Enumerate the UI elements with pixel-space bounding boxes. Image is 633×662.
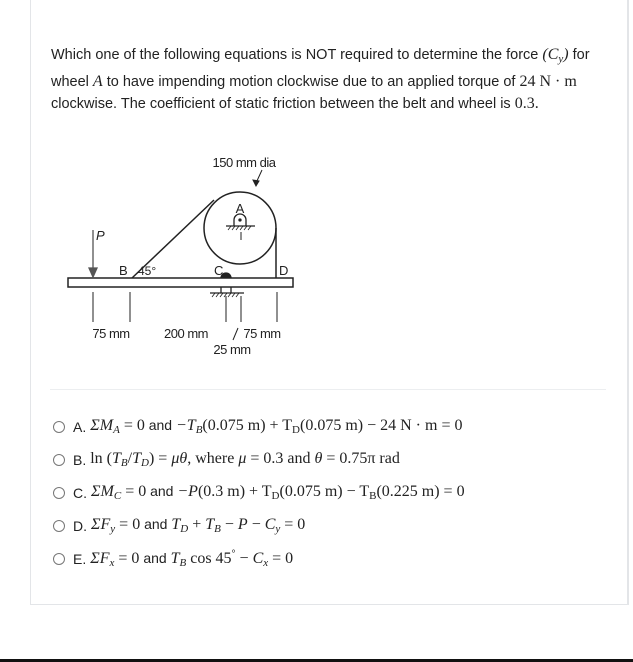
- math-segment: D: [292, 424, 300, 436]
- math-segment: y: [275, 523, 281, 535]
- math-segment: , where: [187, 450, 239, 467]
- option-d[interactable]: [53, 509, 465, 542]
- label-b: B: [119, 263, 128, 278]
- text-segment: and: [140, 516, 172, 532]
- option-a[interactable]: [53, 410, 465, 443]
- math-segment: +: [188, 516, 206, 533]
- dim-75-left: 75 mm: [92, 326, 130, 341]
- math-segment: B: [195, 424, 203, 436]
- math-segment: −T: [175, 417, 196, 434]
- math-segment: ) =: [148, 450, 172, 467]
- radio-button[interactable]: [53, 421, 65, 433]
- option-c[interactable]: [53, 476, 465, 509]
- text-segment: and: [139, 549, 171, 566]
- math-segment: −: [247, 516, 265, 533]
- math-segment: −P: [177, 483, 198, 500]
- math-segment: B: [179, 556, 187, 569]
- math-segment: x: [263, 556, 269, 569]
- math-segment: = 0: [115, 516, 141, 533]
- math-segment: θ: [314, 450, 323, 467]
- math-segment: B: [214, 523, 221, 535]
- math-segment: B: [120, 457, 128, 469]
- math-segment: A: [113, 424, 120, 436]
- label-p: P: [96, 228, 105, 243]
- option-e[interactable]: [53, 542, 465, 575]
- radio-button[interactable]: [53, 520, 65, 532]
- dim-25: 25 mm: [213, 342, 251, 357]
- math-segment: (0.075 m) + T: [202, 417, 293, 434]
- label-angle: 45°: [138, 264, 157, 278]
- radio-button[interactable]: [53, 553, 65, 565]
- math-segment: T: [132, 450, 142, 467]
- math-segment: μθ: [171, 450, 188, 467]
- option-letter: E.: [73, 550, 87, 567]
- radio-button[interactable]: [53, 454, 65, 466]
- math-segment: −: [235, 549, 253, 567]
- math-segment: (0.3 m) + T: [197, 483, 272, 500]
- lever-bar: [68, 278, 293, 287]
- text-segment: Which one of the following equations is NOT required to determine the force: [51, 47, 543, 63]
- math-segment: D: [141, 457, 149, 469]
- math-segment: (0.225 m) = 0: [376, 483, 465, 500]
- math-segment: (0.075 m) − 24 N · m = 0: [299, 417, 463, 434]
- math-segment: μ: [238, 450, 247, 467]
- math-segment: D: [271, 490, 280, 502]
- math-segment: y: [558, 53, 564, 65]
- text-segment: clockwise. The coefficient of static friction between the belt and wheel is: [51, 96, 515, 112]
- divider: [50, 389, 606, 390]
- math-segment: = 0: [114, 549, 140, 567]
- dim-75-right: 75 mm: [243, 326, 281, 341]
- text-segment: to have impending motion clockwise due to an applied torque of: [102, 73, 520, 90]
- math-segment: 24 N · m: [519, 72, 577, 90]
- label-a: A: [235, 201, 245, 216]
- math-segment: = 0: [280, 516, 306, 533]
- math-segment: ΣM: [90, 417, 114, 434]
- answer-options: [53, 410, 465, 575]
- dim-25-leader: [233, 328, 238, 340]
- math-segment: C: [252, 549, 264, 567]
- math-segment: = 0: [121, 483, 147, 500]
- option-equation: [90, 417, 462, 436]
- math-segment: 0.3.: [514, 95, 539, 112]
- dia-leader-arrow: [253, 170, 262, 186]
- math-segment: = 0: [119, 417, 145, 434]
- math-segment: T: [205, 516, 215, 533]
- math-segment: B: [369, 490, 377, 502]
- option-letter: C.: [73, 484, 87, 501]
- math-segment: cos 45: [186, 549, 232, 567]
- math-segment: ln (: [90, 450, 113, 467]
- math-segment: y: [110, 523, 116, 535]
- option-equation: [90, 450, 400, 469]
- math-segment: = 0.3 and: [246, 450, 315, 467]
- option-letter: A.: [73, 418, 87, 435]
- label-d: D: [279, 263, 289, 278]
- text-segment: and: [146, 483, 178, 499]
- question-text: [51, 44, 616, 116]
- math-segment: C: [264, 516, 276, 533]
- math-segment: ): [563, 46, 569, 63]
- math-segment: (C: [542, 46, 559, 63]
- dia-label: 150 mm dia: [212, 155, 276, 170]
- option-equation: [91, 483, 465, 502]
- math-segment: T: [171, 516, 181, 533]
- text-segment: and: [144, 417, 176, 433]
- belt-wheel-diagram: [60, 150, 310, 360]
- label-c: C: [214, 263, 224, 278]
- pin-support-a: [226, 214, 255, 230]
- math-segment: x: [109, 556, 115, 569]
- card-border: [627, 0, 628, 604]
- math-segment: = 0.75π rad: [322, 450, 400, 467]
- math-segment: ΣM: [91, 483, 114, 500]
- math-segment: C: [113, 490, 122, 502]
- math-segment: °: [231, 548, 236, 560]
- option-equation: [91, 516, 305, 535]
- math-segment: T: [112, 450, 121, 467]
- math-segment: (0.075 m) − T: [279, 483, 370, 500]
- option-b[interactable]: [53, 443, 465, 476]
- math-segment: /: [127, 450, 133, 467]
- math-segment: −: [220, 516, 238, 533]
- math-segment: D: [180, 523, 189, 535]
- option-equation: [90, 549, 293, 569]
- math-segment: ΣF: [90, 549, 110, 567]
- option-letter: D.: [73, 517, 87, 534]
- math-segment: T: [170, 549, 180, 567]
- math-segment: P: [237, 516, 248, 533]
- math-segment: A: [92, 72, 103, 90]
- math-segment: = 0: [268, 549, 294, 567]
- dim-200: 200 mm: [164, 326, 208, 341]
- text-segment: for wheel: [51, 47, 590, 90]
- option-letter: B.: [73, 451, 87, 468]
- math-segment: ΣF: [91, 516, 111, 533]
- radio-button[interactable]: [53, 487, 65, 499]
